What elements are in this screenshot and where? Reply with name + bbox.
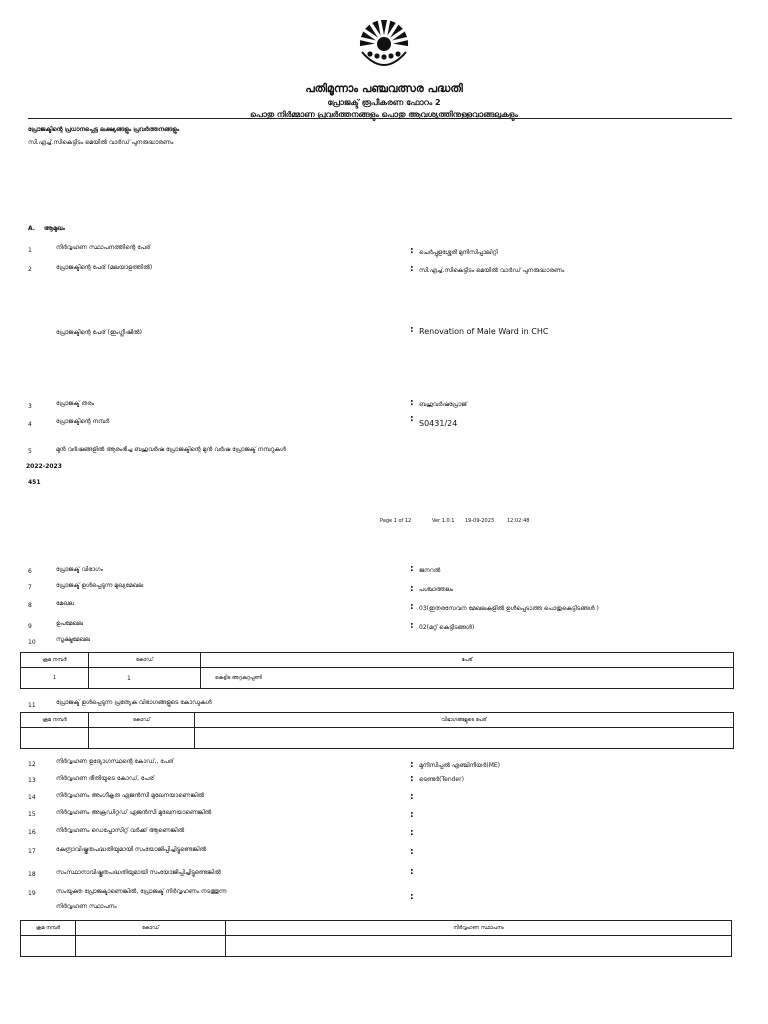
section-letter: A. (28, 225, 36, 232)
item-colon: : (410, 892, 414, 902)
table-header: കോഡ് (89, 713, 195, 728)
item-colon: : (410, 602, 414, 612)
table-header: വിഭാഗങ്ങളുടെ പേര് (195, 713, 734, 728)
objectives-text: സി.എച്ച്.സികെട്ടിടം മെയിൽ വാർഡ് പുനരുദ്ധാരണം (28, 139, 174, 146)
table-header: പേര് (201, 653, 734, 668)
item-label: പ്രോജക്ടിന്റെ പേര് (മലയാളത്തിൽ) (56, 264, 153, 271)
item-label: നിർവ്വഹണം ഡെപ്പോസിറ്റ് വർക്ക് ആണെങ്കിൽ (56, 827, 185, 834)
item-label: നിർവ്വഹണം അക്രഡിറ്റഡ് ഏജൻസി മുഖേനയാണെങ്കിൽ (56, 809, 212, 816)
table-header: കോഡ് (76, 921, 226, 936)
item-number: 15 (28, 811, 36, 818)
table-cell (21, 728, 89, 749)
table-cell (89, 728, 195, 749)
item-number: 11 (28, 702, 36, 709)
item-number: 14 (28, 794, 36, 801)
table-cell (226, 936, 732, 957)
item-label: സംയുക്ത പ്രോജക്ടാണെങ്കിൽ, പ്രോജക്ട് നിർവ്വഹണം നടത്തുന്ന (56, 888, 227, 895)
item-value: ചെർപ്പുളശ്ശേരി മുനിസിപ്പാലിറ്റി (419, 249, 498, 256)
item-number: 13 (28, 777, 36, 784)
item-label: നിർവ്വഹണം അംഗീകൃത ഏജൻസി മുഖേനയാണെങ്കിൽ (56, 792, 205, 799)
item-label: മേഖല (56, 600, 74, 607)
item-number: 4 (28, 421, 32, 428)
item-number: 2 (28, 266, 32, 273)
item-label: സംസ്ഥാനാവിഷ്കൃതപദ്ധതിയുമായി സംയോജിപ്പിച്ചിട്ടുണ്ടെങ്കിൽ (56, 869, 221, 876)
item-label: മുൻ വർഷങ്ങളിൽ ആരംഭിച്ച ബഹുവർഷ പ്രോജക്ടിന്റെ മുൻ വർഷ പ്രോജക്ട് നമ്പറുകൾ (56, 446, 286, 453)
item-label: പ്രോജക്ട് ഉൾപ്പെടുന്ന മുഖ്യമേഖല (56, 582, 144, 589)
item-colon: : (410, 621, 414, 631)
item-label: പ്രോജക്ടിന്റെ പേര് (ഇംഗ്ലീഷിൽ) (56, 329, 143, 336)
item-number: 10 (28, 639, 36, 646)
item-colon: : (410, 414, 414, 424)
item-colon: : (410, 584, 414, 594)
item-colon: : (410, 828, 414, 838)
previous-year: 2022-2023 (26, 463, 62, 470)
item-number: 18 (28, 871, 36, 878)
item-label-continued: നിർവ്വഹണ സ്ഥാപനം (56, 903, 117, 910)
table-cell: 1 (21, 668, 89, 689)
table-cell: കെട്ടിട അറ്റകുറ്റപ്പണി (201, 668, 734, 689)
item-colon: : (410, 847, 414, 857)
item-value: ജനറൽ (419, 567, 441, 574)
print-date: 19-09-2023 (465, 518, 495, 524)
item-colon: : (410, 810, 414, 820)
page-number: Page 1 of 12 (380, 518, 412, 524)
item-label: സൂക്ഷ്മമേഖല (56, 636, 91, 643)
item-value: S0431/24 (419, 419, 458, 428)
table-cell: 1 (89, 668, 201, 689)
item-colon: : (410, 760, 414, 770)
item-colon: : (410, 325, 414, 335)
item-value: 02(മറ്റ് കെട്ടിടങ്ങൾ) (419, 624, 475, 631)
item-value: സി.എച്ച്.സികെട്ടിടം മെയിൽ വാർഡ് പുനരുദ്ധാരണം (419, 267, 565, 274)
print-time: 12:02:48 (507, 518, 530, 524)
header-divider (28, 118, 732, 119)
item-label: പ്രോജക്ടിന്റെ നമ്പർ (56, 418, 110, 425)
item-value: Renovation of Male Ward in CHC (419, 327, 549, 336)
table-cell (76, 936, 226, 957)
item-colon: : (410, 792, 414, 802)
item-label: നിർവ്വഹണ രീതിയുടെ കോഡ്, പേര് (56, 775, 155, 782)
item-number: 6 (28, 568, 32, 575)
objectives-heading: പ്രോജക്ടിന്റെ പ്രധാനപ്പെട്ട ലക്ഷ്യങ്ങളും പ്രവർത്തനങ്ങളും (28, 126, 180, 133)
form-subtitle: പ്രോജക്ട് രൂപീകരണ ഫോറം 2 (327, 98, 441, 107)
table-header: കോഡ് (89, 653, 201, 668)
micro-sector-table (20, 652, 734, 689)
table-header: ക്രമ നമ്പർ (21, 653, 89, 668)
item-colon: : (410, 867, 414, 877)
item-colon: : (410, 398, 414, 408)
item-colon: : (410, 246, 414, 256)
form-subtitle-2: പൊതു നിർമ്മാണ പ്രവർത്തനങ്ങളും പൊതു ആവശ്യത്തിനുള്ളവാങ്ങലുകളും (250, 110, 518, 119)
item-number: 12 (28, 761, 36, 768)
item-number: 16 (28, 829, 36, 836)
item-label: പ്രോജക്ട് വിഭാഗം (56, 566, 103, 573)
special-category-table (20, 712, 734, 749)
table-header: ക്രമ നമ്പർ (21, 713, 89, 728)
item-label: നിർവ്വഹണ ഉദ്യോഗസ്ഥന്റെ കോഡ്,, പേര് (56, 758, 174, 765)
item-value: 03(ഇതരസേവന മേഖലകളിൽ ഉൾപ്പെടാത്ത പൊതുകെട്ടിടങ്ങൾ ) (419, 605, 599, 612)
table-header: ക്രമ നമ്പർ (21, 921, 76, 936)
section-title: ആമുഖം (44, 225, 65, 232)
item-number: 8 (28, 602, 32, 609)
previous-project-number: 451 (28, 479, 41, 486)
item-number: 3 (28, 403, 32, 410)
item-number: 7 (28, 584, 32, 591)
item-label: പ്രോജക്ട് തരം (56, 400, 95, 407)
item-colon: : (410, 774, 414, 784)
emblem-logo (342, 14, 426, 80)
page-title: പതിമൂന്നാം പഞ്ചവത്സര പദ്ധതി (305, 82, 463, 95)
table-cell (195, 728, 734, 749)
item-value: പശ്ചാത്തലം (419, 586, 454, 593)
item-number: 9 (28, 623, 32, 630)
item-value: മുനിസിപ്പൽ എഞ്ചിനീയർ(ME) (419, 762, 501, 769)
table-cell (21, 936, 76, 957)
item-label: പ്രോജക്ട് ഉൾപ്പെടുന്ന പ്രത്യേക വിഭാഗങ്ങളുടെ കോഡുകൾ (56, 699, 212, 706)
item-number: 17 (28, 848, 36, 855)
table-header: നിർവ്വഹണ സ്ഥാപനം (226, 921, 732, 936)
item-value: ടെണ്ടർ(Tender) (419, 776, 464, 783)
item-colon: : (410, 564, 414, 574)
item-label: കേന്ദ്രാവിഷ്കൃതപദ്ധതിയുമായി സംയോജിപ്പിച്ചിട്ടുണ്ടെങ്കിൽ (56, 846, 207, 853)
item-label: ഉപമേഖല (56, 620, 84, 627)
item-number: 5 (28, 448, 32, 455)
version: Ver 1.0.1 (432, 518, 455, 524)
item-colon: : (410, 264, 414, 274)
item-label: നിർവ്വഹണ സ്ഥാപനത്തിന്റെ പേര് (56, 244, 151, 251)
implementing-agency-table (20, 920, 732, 957)
item-number: 19 (28, 890, 36, 897)
item-value: ബഹുവർഷപ്രോജ് (419, 401, 467, 408)
item-number: 1 (28, 247, 32, 254)
